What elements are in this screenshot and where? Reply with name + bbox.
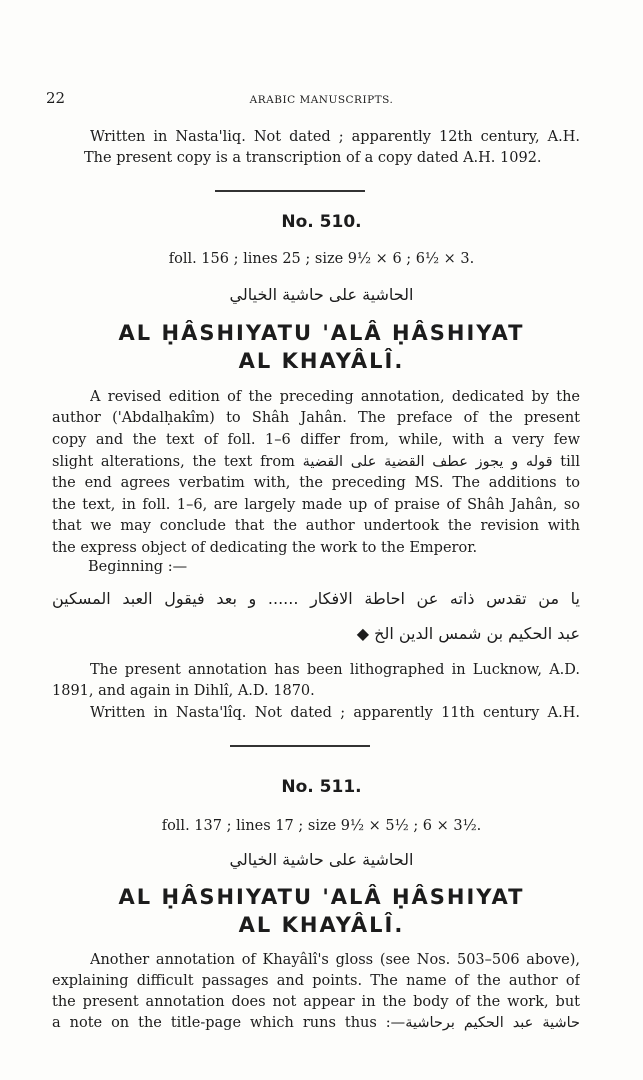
note-line: Written in Nasta'lîq. Not dated ; apparently 11th century A.H.	[90, 705, 580, 721]
page-number: 22	[46, 89, 66, 107]
entry-number: No. 510.	[281, 212, 362, 232]
divider	[215, 190, 365, 192]
paragraph-line: the express object of dedicating the work to the Emperor.	[52, 540, 478, 556]
entry-title-line: AL ḤÂSHIYATU 'ALÂ ḤÂSHIYAT	[118, 321, 525, 345]
prev-entry-line: Written in Nasta'liq. Not dated ; apparently 12th century, A.H.	[90, 129, 580, 145]
prev-entry-line: The present copy is a transcription of a copy dated A.H. 1092.	[84, 150, 542, 166]
note-line: The present annotation has been lithographed in Lucknow, A.D.	[90, 662, 580, 678]
paragraph-line: Another annotation of Khayâlî's gloss (see Nos. 503–506 above),	[90, 952, 580, 968]
arabic-title: الحاشية على حاشية الخيالي	[229, 285, 414, 304]
paragraph-line: author ('Abdalḥakîm) to Shâh Jahân. The preface of the present	[52, 410, 580, 426]
beginning-arabic: عبد الحكيم بن شمس الدين الخ ◆	[356, 624, 580, 643]
divider	[230, 745, 370, 747]
paragraph-line: the text, in foll. 1–6, are largely made up of praise of Shâh Jahân, so	[52, 497, 580, 513]
entry-title-line: AL KHAYÂLÎ.	[238, 913, 405, 937]
paragraph-line: copy and the text of foll. 1–6 differ from, while, with a very few	[52, 432, 580, 448]
arabic-title: الحاشية على حاشية الخيالي	[229, 850, 414, 869]
paragraph-line: the end agrees verbatim with, the preceding MS. The additions to	[52, 475, 580, 491]
paragraph-line: the present annotation does not appear in the body of the work, but	[52, 994, 580, 1010]
paragraph-line: A revised edition of the preceding annotation, dedicated by the	[90, 389, 580, 405]
note-line: 1891, and again in Dihlî, A.D. 1870.	[52, 683, 315, 699]
paragraph-line: explaining difficult passages and points. The name of the author of	[52, 973, 580, 989]
beginning-label: Beginning :—	[88, 559, 188, 575]
entry-number: No. 511.	[281, 777, 362, 797]
paragraph-line: slight alterations, the text from قوله و يجوز عطف القضية على القضية till	[52, 454, 580, 470]
paragraph-line: that we may conclude that the author undertook the revision with	[52, 518, 580, 534]
beginning-arabic: يا من تقدس ذاته عن احاطة الافكار ...... و بعد فيقول العبد المسكين	[52, 589, 580, 608]
running-title: ARABIC MANUSCRIPTS.	[249, 94, 394, 106]
entry-title-line: AL ḤÂSHIYATU 'ALÂ ḤÂSHIYAT	[118, 885, 525, 909]
collation: foll. 137 ; lines 17 ; size 9½ × 5½ ; 6 × 3½.	[161, 818, 482, 834]
entry-title-line: AL KHAYÂLÎ.	[238, 349, 405, 373]
collation: foll. 156 ; lines 25 ; size 9½ × 6 ; 6½ × 3.	[168, 251, 475, 267]
paragraph-line: a note on the title-page which runs thus :—حاشية عبد الحكيم برحاشية	[52, 1015, 580, 1031]
